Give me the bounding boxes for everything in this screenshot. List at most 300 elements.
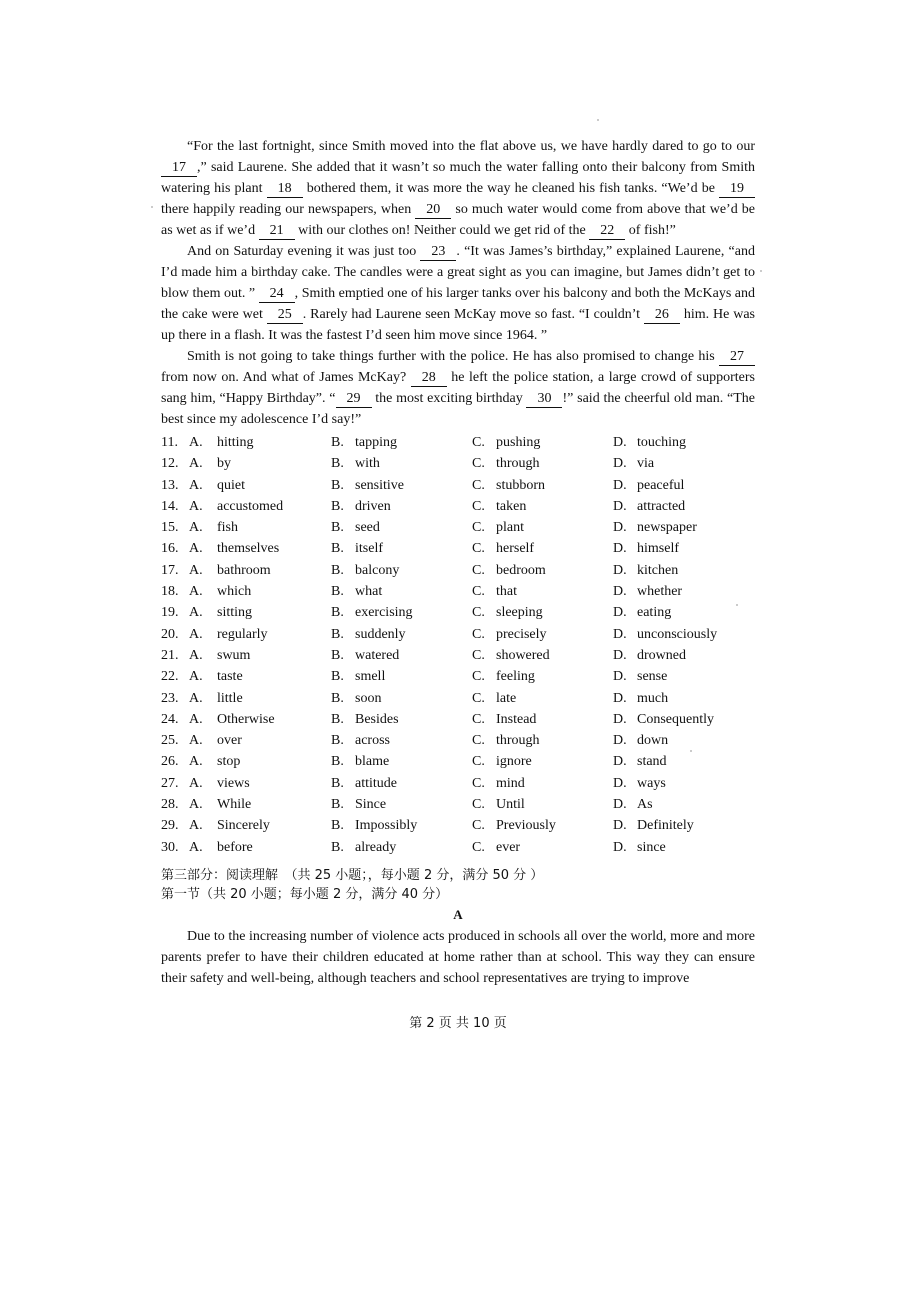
option-d [613,560,753,581]
option-row [161,453,755,474]
question-number: 17. [161,562,179,578]
blank-22: 22 [589,223,625,240]
option-text: accustomed [217,498,284,514]
option-text: by [217,456,231,472]
option-letter: D. [613,775,627,791]
question-number: 12. [161,456,179,472]
option-c [472,709,613,730]
option-c [472,581,613,602]
option-text: which [217,584,252,600]
option-letter: D. [613,711,627,727]
option-letter: B. [331,733,344,749]
option-text: fish [217,520,238,536]
option-letter: A. [189,435,203,450]
blank-18: 18 [267,181,303,198]
option-b [331,709,472,730]
option-d [613,453,753,474]
option-c [472,602,613,623]
option-letter: B. [331,775,344,791]
blank-17: 17 [161,160,197,177]
passage-text: And on Saturday evening it was just too [187,244,421,259]
option-text: swum [217,647,251,663]
option-text: precisely [496,626,547,642]
option-row [161,794,755,815]
option-c [472,666,613,687]
cloze-paragraph-2 [161,241,755,346]
option-letter: A. [189,456,203,472]
option-text: through [496,456,540,472]
option-text: attitude [355,775,397,791]
option-text: views [217,775,250,791]
blank-21: 21 [259,223,295,240]
option-text: bathroom [217,562,271,578]
option-text: ignore [496,754,532,770]
option-b [331,751,472,772]
option-row [161,773,755,794]
option-letter: A. [189,733,203,749]
option-text: stop [217,754,241,770]
option-letter: C. [472,541,485,557]
option-letter: B. [331,456,344,472]
section-3-header [161,866,755,904]
option-letter: C. [472,435,485,450]
option-d [613,602,753,623]
option-text: pushing [496,435,541,450]
option-text: ways [637,775,666,791]
blank-25: 25 [267,307,303,324]
passage-text: . “It was James’s birthday,” explained Laurene, “and I’d made him a birthday cake. The candles were a great sight as you can imagine, but James didn’t get to blow them out. ” [161,244,755,301]
option-letter: B. [331,541,344,557]
option-c [472,517,613,538]
option-letter: A. [189,647,203,663]
option-b [331,645,472,666]
option-text: Sincerely [217,818,270,834]
option-letter: A. [189,711,203,727]
option-letter: B. [331,839,344,855]
option-text: herself [496,541,535,557]
option-letter: B. [331,584,344,600]
section-3-subheading: 第一节（共 20 小题；每小题 2 分，满分 40 分） [161,886,449,902]
option-c [472,453,613,474]
option-c [472,432,613,453]
option-letter: C. [472,711,485,727]
question-number: 22. [161,669,179,685]
option-letter: B. [331,754,344,770]
option-letter: A. [189,669,203,685]
option-text: newspaper [637,520,697,536]
option-row [161,730,755,751]
option-text: ever [496,839,521,855]
option-text: soon [355,690,382,706]
option-a [185,709,331,730]
option-d [613,837,753,858]
option-d [613,475,753,496]
option-letter: B. [331,562,344,578]
option-text: over [217,733,242,749]
option-letter: A. [189,797,203,813]
option-text: themselves [217,541,280,557]
option-letter: B. [331,435,344,450]
option-b [331,475,472,496]
option-letter: A. [189,818,203,834]
option-row [161,581,755,602]
option-c [472,645,613,666]
scan-speck [736,604,738,606]
option-letter: D. [613,733,627,749]
option-text: via [637,456,655,472]
question-number: 15. [161,520,179,536]
option-text: exercising [355,605,413,621]
option-letter: D. [613,605,627,621]
option-row [161,496,755,517]
option-letter: B. [331,605,344,621]
option-a [185,581,331,602]
scan-speck [597,119,599,121]
passage-text: from now on. And what of James McKay? [161,370,411,385]
option-text: across [355,733,390,749]
option-text: late [496,690,517,706]
question-number: 14. [161,498,179,514]
option-c [472,751,613,772]
option-text: sense [637,669,668,685]
option-d [613,581,753,602]
question-number: 29. [161,818,179,834]
cloze-paragraph-3 [161,346,755,430]
option-text: feeling [496,669,535,685]
section-3-heading: 第三部分：阅读理解 （共 25 小题；，每小题 2 分，满分 50 分 ） [161,867,544,883]
option-text: already [355,839,397,855]
option-a [185,645,331,666]
option-b [331,581,472,602]
question-number: 19. [161,605,179,621]
option-letter: C. [472,839,485,855]
option-text: Besides [355,711,399,727]
passage-text: with our clothes on! Neither could we get rid of the [294,223,590,238]
option-letter: B. [331,647,344,663]
option-text: peaceful [637,477,685,493]
option-text: with [355,456,380,472]
option-a [185,666,331,687]
option-letter: C. [472,754,485,770]
option-d [613,645,753,666]
option-text: little [217,690,243,706]
reading-passage-a-text: Due to the increasing number of violence acts produced in schools all over the world, more and more parents prefer to have their children educated at home rather than at school. This way they can ensure their safety and well-being, although teachers and school representatives are trying to improve [161,928,755,986]
option-b [331,730,472,751]
option-letter: C. [472,669,485,685]
option-text: unconsciously [637,626,718,642]
passage-text: the most exciting birthday [371,391,527,406]
option-letter: B. [331,711,344,727]
option-text: stand [637,754,667,770]
option-c [472,773,613,794]
option-letter: D. [613,839,627,855]
option-d [613,538,753,559]
option-a [185,730,331,751]
option-d [613,624,753,645]
option-b [331,453,472,474]
option-letter: A. [189,775,203,791]
option-row [161,560,755,581]
blank-29: 29 [336,391,372,408]
option-d [613,815,753,836]
option-text: suddenly [355,626,406,642]
option-a [185,475,331,496]
option-letter: B. [331,797,344,813]
option-letter: B. [331,498,344,514]
option-row [161,837,755,858]
passage-text: he left the police station, a large crowd of supporters sang him, “Happy Birthday”. “ [161,370,755,406]
question-number: 27. [161,775,179,791]
option-c [472,496,613,517]
option-text: kitchen [637,562,679,578]
option-text: before [217,839,253,855]
option-b [331,837,472,858]
option-d [613,730,753,751]
option-text: sleeping [496,605,543,621]
option-letter: C. [472,733,485,749]
option-text: hitting [217,435,254,450]
option-letter: A. [189,584,203,600]
question-number: 24. [161,711,179,727]
option-letter: C. [472,690,485,706]
option-text: down [637,733,669,749]
scan-speck [760,270,762,272]
option-letter: A. [189,498,203,514]
option-letter: C. [472,584,485,600]
option-row [161,538,755,559]
option-row [161,688,755,709]
option-d [613,432,753,453]
option-letter: D. [613,669,627,685]
option-row [161,624,755,645]
option-a [185,517,331,538]
reading-passage-label: A [453,906,463,922]
option-text: Definitely [637,818,694,834]
page-number-footer: 第 2 页 共 10 页 [409,1016,507,1031]
option-letter: C. [472,797,485,813]
option-b [331,602,472,623]
option-text: through [496,733,540,749]
option-letter: A. [189,562,203,578]
option-text: tapping [355,435,397,450]
option-text: stubborn [496,477,545,493]
question-number: 11. [161,435,178,450]
option-letter: A. [189,605,203,621]
option-c [472,688,613,709]
option-text: himself [637,541,679,557]
option-letter: B. [331,477,344,493]
option-c [472,730,613,751]
passage-text: him. He was up there in a flash. It was the fastest I’d seen him move since 1964. ” [161,307,755,343]
option-letter: A. [189,690,203,706]
option-letter: D. [613,498,627,514]
option-letter: D. [613,818,627,834]
option-letter: A. [189,754,203,770]
option-text: Since [355,797,387,813]
question-number: 18. [161,584,179,600]
option-text: Consequently [637,711,714,727]
question-number: 23. [161,690,179,706]
option-text: that [496,584,517,600]
option-letter: D. [613,647,627,663]
option-letter: D. [613,541,627,557]
scan-speck [151,206,153,208]
option-c [472,794,613,815]
option-letter: B. [331,669,344,685]
passage-text: ,” said Laurene. She added that it wasn’t so much the water falling onto their balcony from Smith watering his plant [161,160,755,196]
option-text: bedroom [496,562,546,578]
option-a [185,602,331,623]
option-text: plant [496,520,524,536]
option-text: driven [355,498,391,514]
option-letter: D. [613,435,627,450]
option-b [331,432,472,453]
option-text: quiet [217,477,245,493]
option-text: since [637,839,666,855]
option-b [331,517,472,538]
option-text: mind [496,775,525,791]
option-b [331,688,472,709]
option-letter: C. [472,775,485,791]
passage-text: bothered them, it was more the way he cleaned his fish tanks. “We’d be [302,181,720,196]
option-text: watered [355,647,400,663]
passage-text: Smith is not going to take things further with the police. He has also promised to change his [187,349,719,364]
option-d [613,794,753,815]
option-a [185,453,331,474]
option-letter: C. [472,456,485,472]
option-b [331,560,472,581]
option-a [185,794,331,815]
option-a [185,837,331,858]
option-letter: B. [331,520,344,536]
option-c [472,624,613,645]
option-text: regularly [217,626,268,642]
option-letter: C. [472,605,485,621]
question-number: 30. [161,839,179,855]
option-text: blame [355,754,390,770]
blank-24: 24 [259,286,295,303]
blank-30: 30 [526,391,562,408]
option-letter: D. [613,690,627,706]
passage-text: “For the last fortnight, since Smith moved into the flat above us, we have hardly dared to go to our [187,139,755,154]
option-a [185,773,331,794]
option-row [161,475,755,496]
question-number: 28. [161,797,179,813]
option-text: balcony [355,562,400,578]
passage-text: , Smith emptied one of his larger tanks over his balcony and both the McKays and the cake were wet [161,286,755,322]
blank-23: 23 [420,244,456,261]
blank-27: 27 [719,349,755,366]
option-letter: D. [613,584,627,600]
option-letter: C. [472,498,485,514]
option-text: As [637,797,653,813]
option-letter: D. [613,456,627,472]
option-a [185,815,331,836]
option-b [331,815,472,836]
blank-20: 20 [415,202,451,219]
question-number: 26. [161,754,179,770]
question-number: 16. [161,541,179,557]
option-letter: C. [472,647,485,663]
option-b [331,496,472,517]
option-letter: C. [472,477,485,493]
option-row [161,709,755,730]
option-text: what [355,584,383,600]
passage-text: of fish!” [625,223,676,238]
option-row [161,517,755,538]
option-text: While [217,797,252,813]
option-text: itself [355,541,383,557]
option-c [472,837,613,858]
option-row [161,645,755,666]
scan-speck [690,750,692,752]
question-number: 20. [161,626,179,642]
option-letter: A. [189,626,203,642]
option-text: Impossibly [355,818,418,834]
option-letter: B. [331,626,344,642]
option-letter: C. [472,520,485,536]
option-a [185,538,331,559]
option-row [161,432,755,453]
option-text: sitting [217,605,253,621]
option-a [185,624,331,645]
option-d [613,773,753,794]
passage-text: there happily reading our newspapers, when [161,202,416,217]
option-letter: C. [472,626,485,642]
cloze-options-list [161,432,755,858]
option-d [613,517,753,538]
option-letter: A. [189,839,203,855]
option-b [331,773,472,794]
option-text: sensitive [355,477,404,493]
question-number: 13. [161,477,179,493]
option-d [613,751,753,772]
passage-text: . Rarely had Laurene seen McKay move so fast. “I couldn’t [302,307,644,322]
option-b [331,538,472,559]
option-text: Instead [496,711,537,727]
option-b [331,624,472,645]
option-letter: A. [189,520,203,536]
option-row [161,815,755,836]
option-text: eating [637,605,672,621]
option-text: seed [355,520,380,536]
option-text: Otherwise [217,711,275,727]
option-row [161,751,755,772]
option-a [185,560,331,581]
question-number: 21. [161,647,179,663]
option-letter: D. [613,754,627,770]
option-text: Until [496,797,525,813]
option-text: smell [355,669,386,685]
option-d [613,709,753,730]
option-c [472,475,613,496]
option-letter: C. [472,818,485,834]
option-a [185,496,331,517]
blank-26: 26 [644,307,680,324]
option-text: taken [496,498,527,514]
blank-28: 28 [411,370,447,387]
option-text: attracted [637,498,686,514]
option-d [613,688,753,709]
option-c [472,815,613,836]
option-row [161,602,755,623]
option-text: drowned [637,647,686,663]
option-text: whether [637,584,683,600]
option-c [472,560,613,581]
option-letter: D. [613,520,627,536]
option-row [161,666,755,687]
option-letter: D. [613,626,627,642]
